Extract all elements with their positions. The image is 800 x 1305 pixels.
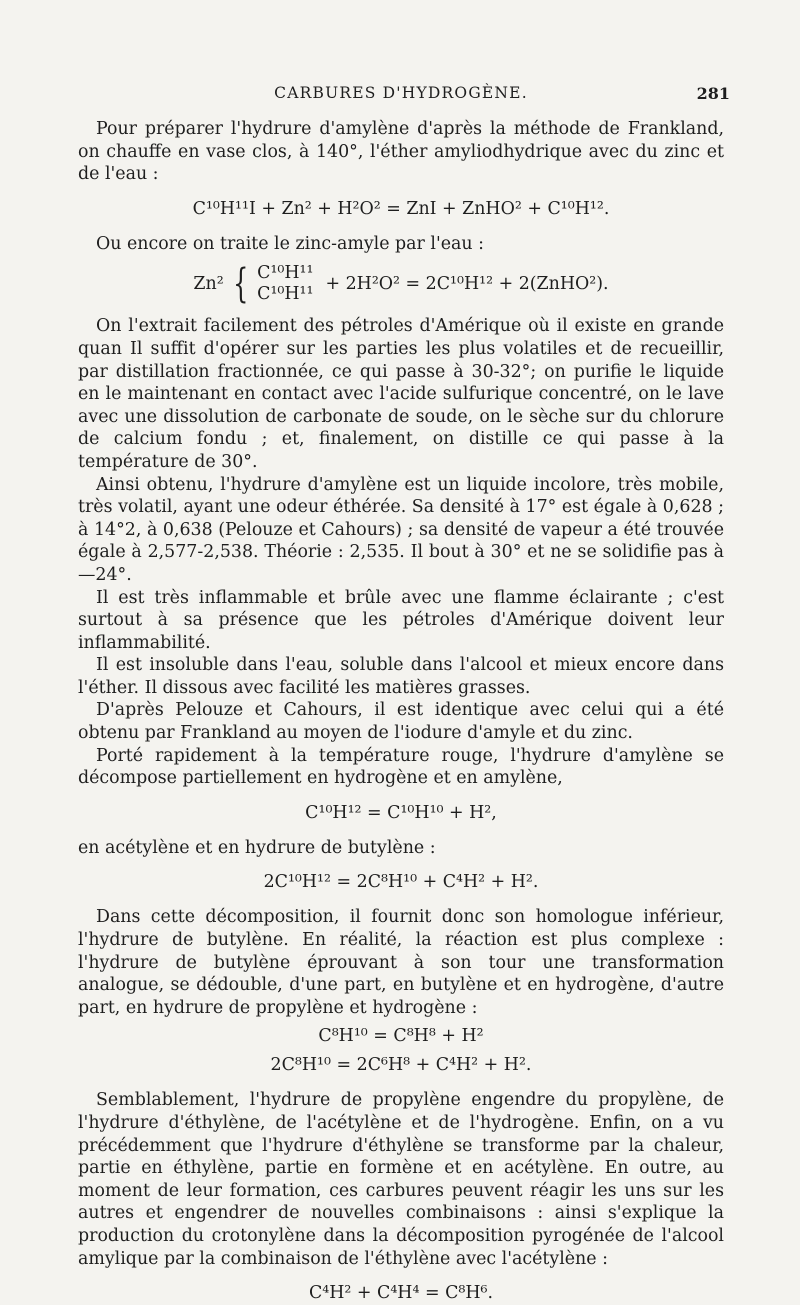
page-header [78,84,730,110]
equation-2-top: C¹⁰H¹¹ [257,263,314,284]
paragraph-3: On l'extrait facilement des pétroles d'Amérique où il existe en grande quan Il suffit d'opérer sur les parties les plus volatiles et de recueillir, par distillation fractionnée, ce qui passe à 30-32°; on purifie le liquide en le maintenant en contact avec l'acide sulfurique concentré, on le lave avec une dissolution de carbonate de soude, on le sèche sur du chlorure de calcium fondu ; et, finalement, on distille ce qui passe à la température de 30°. [78,316,724,472]
equation-2-prefix: Zn² [193,274,224,295]
equation-2-stack [257,263,313,305]
equation-2 [78,261,724,308]
paragraph-9: en acétylène et en hydrure de butylène : [78,837,436,858]
page-number: 281 [696,84,730,103]
equation-7: C⁴H² + C⁴H⁴ = C⁸H⁶. [308,1283,494,1304]
brace-symbol: { [232,261,249,308]
equation-1: C¹⁰H¹¹I + Zn² + H²O² = ZnI + ZnHO² + C¹⁰H¹². [192,198,610,219]
equation-4: 2C¹⁰H¹² = 2C⁸H¹⁰ + C⁴H² + H². [263,872,539,893]
paragraph-6: Il est insoluble dans l'eau, soluble dans l'alcool et mieux encore dans l'éther. Il dissous avec facilité les matières grasses. [78,655,724,698]
equation-5: C⁸H¹⁰ = C⁸H⁸ + H² [318,1026,484,1047]
paragraph-7: D'après Pelouze et Cahours, il est identique avec celui qui a été obtenu par Frankland au moyen de l'iodure d'amyle et du zinc. [78,700,724,744]
equation-3: C¹⁰H¹² = C¹⁰H¹⁰ + H², [305,802,497,823]
paragraph-8: Porté rapidement à la température rouge, l'hydrure d'amylène se décompose partiellement en hydrogène et en amylène, [78,745,724,789]
paragraph-2: Ou encore on traite le zinc-amyle par l'eau : [96,233,484,254]
paragraph-5: Il est très inflammable et brûle avec une flamme éclairante ; c'est surtout à sa présence que les pétroles d'Amérique doivent leur inflammabilité. [78,587,724,653]
equation-2-bottom: C¹⁰H¹¹ [257,284,314,305]
paragraph-1: Pour préparer l'hydrure d'amylène d'après la méthode de Frankland, on chauffe en vase clos, à 140°, l'éther amyliodhydrique avec du zinc et de l'eau : [78,119,724,185]
equation-2-rest: + 2H²O² = 2C¹⁰H¹² + 2(ZnHO²). [325,274,609,295]
paragraph-4: Ainsi obtenu, l'hydrure d'amylène est un liquide incolore, très mobile, très volatil, ayant une odeur éthérée. Sa densité à 17° est égale à 0,628 ; à 14°2, à 0,638 (Pelouze et Cahours) ; sa densité de vapeur a été trouvée égale à 2,577-2,538. Théorie : 2,535. Il bout à 30° et ne se solidifie pas à —24°. [78,474,724,585]
paragraph-10: Dans cette décomposition, il fournit donc son homologue inférieur, l'hydrure de butylène. En réalité, la réaction est plus complexe : l'hydrure de butylène éprouvant à son tour une transformation analogue, se dédouble, d'une part, en butylène et en hydrogène, d'autre part, en hydrure de propylène et hydrogène : [78,907,724,1018]
paragraph-11: Semblablement, l'hydrure de propylène engendre du propylène, de l'hydrure d'éthylène, de l'acétylène et de l'hydrogène. Enfin, on a vu précédemment que l'hydrure d'éthylène se transforme par la chaleur, partie en éthylène, partie en formène et en acétylène. En outre, au moment de leur formation, ces carbures peuvent réagir les uns sur les autres et engendrer de nouvelles combinaisons : ainsi s'explique la production du crotonylène dans la décomposition pyrogénée de l'alcool amylique par la combinaison de l'éthylène avec l'acétylène : [78,1090,724,1269]
running-title: CARBURES D'HYDROGÈNE. [274,84,528,102]
equation-6: 2C⁸H¹⁰ = 2C⁶H⁸ + C⁴H² + H². [270,1055,532,1076]
